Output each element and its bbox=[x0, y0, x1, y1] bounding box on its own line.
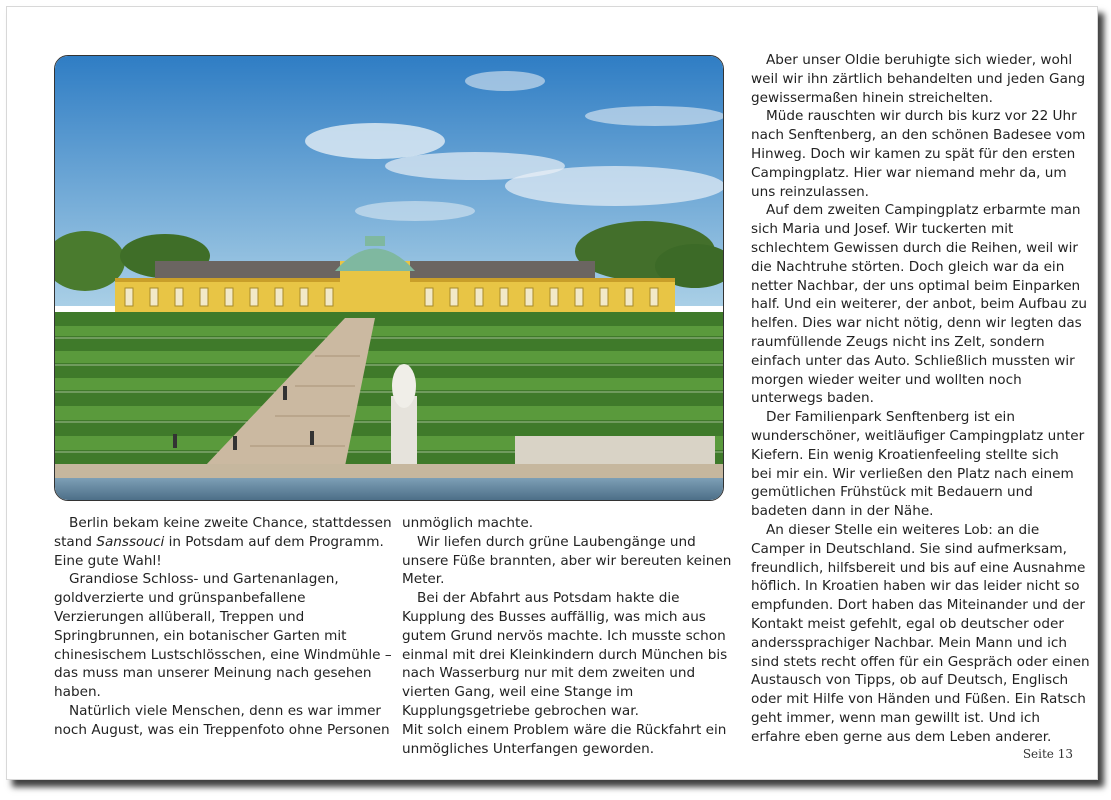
text-column-3 bbox=[751, 51, 1091, 746]
text-column-2 bbox=[402, 514, 737, 758]
paragraph: Wir liefen durch grüne Laubengänge und unsere Füße brannten, aber wir bereuten keinen Meter. bbox=[402, 533, 732, 588]
paragraph: Müde rauschten wir durch bis kurz vor 22 Uhr nach Senftenberg, an den schönen Badesee vom Hinweg. Doch wir kamen zu spät für den ersten Campingplatz. Hier war niemand mehr da, um uns reinzulassen. bbox=[751, 108, 1086, 200]
paragraph: bei mir ein. Wir verließen den Platz nach einem gemütlichen Frühstück mit Bedauern und badeten dann in der Nähe. bbox=[751, 465, 1074, 520]
paragraph: Aber unser Oldie beruhigte sich wieder, wohl weil wir ihn zärtlich behandelten und jeden Gang gewissermaßen hinein streichelten. bbox=[751, 52, 1086, 106]
paragraph: Auf dem zweiten Campingplatz erbarmte man sich Maria und Josef. Wir tuckerten mit schlechtem Gewissen durch die Reihen, weil wir die Nachtruhe störten. Doch gleich war da ein netter Nachbar, der uns optimal beim Einparken half. Und ein weiterer, der anbot, beim Aufbau zu helfen. Dies war nicht nötig, denn wir legten das raumfüllende Zeugs nicht ins Zelt, sondern einfach unter das Auto. Schließlich mussten wir morgen wieder weiter und wollten noch unterwegs baden. bbox=[751, 202, 1088, 407]
paragraph: unmöglich machte. bbox=[402, 515, 534, 531]
document-page bbox=[6, 6, 1098, 780]
text-column-1 bbox=[54, 514, 399, 740]
emphasis-sanssouci: Sanssouci bbox=[96, 533, 165, 550]
paragraph: Berlin bekam keine zweite Chance, stattdessen stand Sanssouci in Potsdam auf dem Programm. Eine gute Wahl! bbox=[54, 515, 392, 569]
palace-illustration bbox=[55, 56, 723, 500]
paragraph: Bei der Abfahrt aus Potsdam hakte die Kupplung des Busses auffällig, was mich aus gutem Grund nervös machte. Ich musste schon einmal mit drei Kleinkindern durch München bis nach Wasserburg nur mit dem zweiten und vierten Gang, weil eine Stange im Kupplungsgetriebe gebrochen war. bbox=[402, 590, 728, 719]
paragraph: An dieser Stelle ein weiteres Lob: an die Camper in Deutschland. Sie sind aufmerksam, freundlich, hilfsbereit und bis auf eine Ausnahme höflich. In Kroatien haben wir das leider nicht so empfunden. Dort haben das Miteinander und der Kontakt meist gefehlt, egal ob deutscher oder anderssprachiger Nachbar. Mein Mann und ich sind stets recht offen für ein Gespräch oder einen Austausch von Tipps, ob auf Deutsch, Englisch oder mit Hilfe von Händen und Füßen. Ein Ratsch geht immer, wenn man gewillt ist. Und ich erfahre eben gerne aus dem Leben anderer. bbox=[751, 521, 1090, 745]
paragraph: Natürlich viele Menschen, denn es war immer noch August, was ein Treppenfoto ohne Personen bbox=[54, 702, 390, 738]
sanssouci-photo bbox=[54, 55, 724, 501]
paragraph: Der Familienpark Senftenberg ist ein wunderschöner, weitläufiger Campingplatz unter Kiefern. Ein wenig Kroatienfeeling stellte sich bbox=[751, 409, 1085, 463]
paragraph: Grandiose Schloss- und Gartenanlagen, goldverzierte und grünspanbefallene Verzierungen allüberall, Treppen und Springbrunnen, ein botanischer Garten mit chinesischem Lustschlösschen, eine Windmühle – das muss man unserer Meinung nach gesehen haben. bbox=[54, 571, 392, 701]
page-number: Seite 13 bbox=[1022, 747, 1073, 761]
paragraph: Mit solch einem Problem wäre die Rückfahrt ein unmögliches Unterfangen geworden. bbox=[402, 721, 727, 757]
